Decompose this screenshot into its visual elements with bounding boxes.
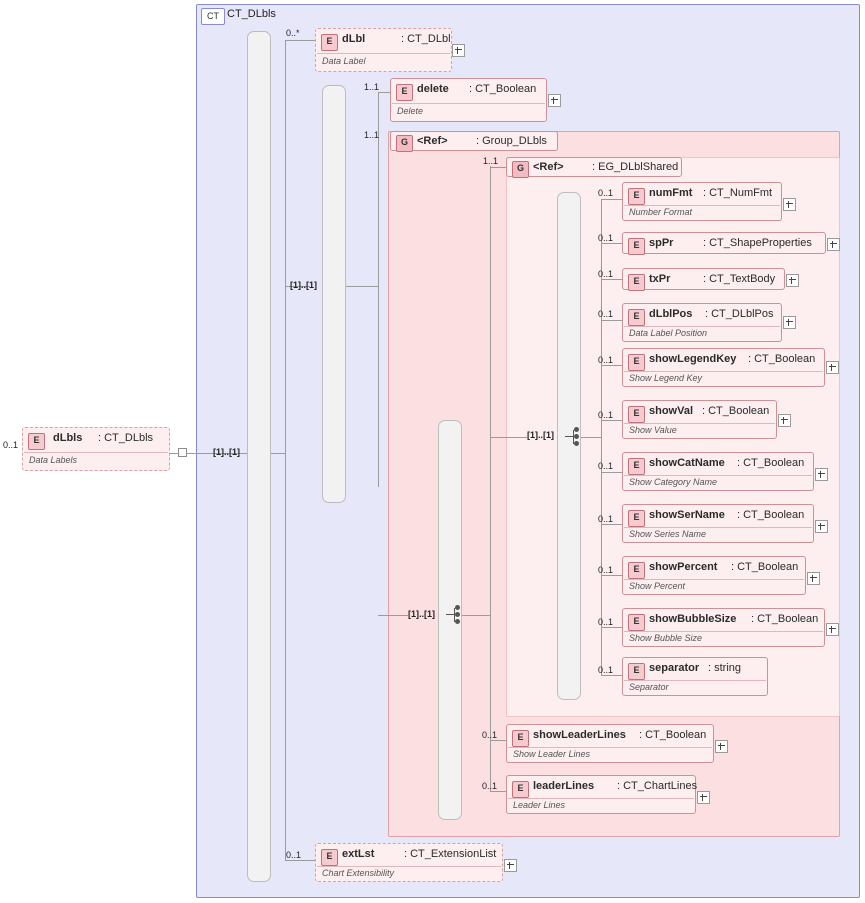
sequence-label-dlbl-branch: [1]..[1] [290,280,317,290]
node-type-showbubblesize: : CT_Boolean [751,613,819,625]
node-name-extlst: extLst [342,848,375,860]
node-separator [622,657,768,696]
node-name-txpr: txPr [649,273,671,285]
node-showval [622,400,777,439]
node-type-dlbls: : CT_DLbls [98,432,154,444]
sequence-label-shared: [1]..[1] [527,430,554,440]
node-type-dlbl: : CT_DLbl [401,33,451,45]
occurrence-numfmt: 0..1 [598,188,614,198]
expander-showleaderlines[interactable] [715,740,728,753]
node-showsername [622,504,814,543]
node-type-eg-dlblshared: : EG_DLblShared [592,161,679,173]
node-type-group-dlbls: : Group_DLbls [476,135,547,147]
sequence-bar-root [247,31,271,882]
node-type-showpercent: : CT_Boolean [731,561,799,573]
ct-tag: CT [201,8,225,25]
node-type-txpr: : CT_TextBody [703,273,776,285]
node-extlst [315,843,503,882]
node-name-eg-dlblshared: <Ref> [533,161,564,173]
expander-dlblpos[interactable] [783,316,796,329]
node-doc-extlst: Chart Extensibility [322,868,395,878]
node-name-showcatname: showCatName [649,457,725,469]
node-dlblpos [622,303,782,342]
expander-showbubblesize[interactable] [826,623,839,636]
occurrence-root-dlbls: 0..1 [3,440,19,450]
element-tag-icon: E [628,354,645,371]
node-numfmt [622,182,782,221]
node-name-showleaderlines: showLeaderLines [533,729,626,741]
node-name-leaderlines: leaderLines [533,780,595,792]
expander-showval[interactable] [778,414,791,427]
element-tag-icon: E [321,34,338,51]
expander-showcatname[interactable] [815,468,828,481]
expander-leaderlines[interactable] [697,791,710,804]
node-txpr [622,268,785,290]
node-type-extlst: : CT_ExtensionList [404,848,497,860]
node-name-dlblpos: dLblPos [649,308,693,320]
node-doc-dlblpos: Data Label Position [629,328,708,338]
element-tag-icon: E [628,510,645,527]
node-type-showcatname: : CT_Boolean [737,457,805,469]
node-doc-showsername: Show Series Name [629,529,707,539]
node-doc-leaderlines: Leader Lines [513,800,566,810]
node-delete [390,78,547,122]
element-tag-icon: E [628,406,645,423]
node-name-delete: delete [417,83,449,95]
node-showbubblesize [622,608,825,647]
node-name-dlbl: dLbl [342,33,366,45]
node-showlegendkey [622,348,825,387]
node-ref-eg-dlblshared [506,157,682,177]
node-doc-delete: Delete [397,106,424,116]
node-name-dlbls: dLbls [53,432,83,444]
element-tag-icon: E [628,238,645,255]
node-doc-dlbls: Data Labels [29,455,78,465]
node-type-leaderlines: : CT_ChartLines [617,780,698,792]
occurrence-showlegendkey: 0..1 [598,355,614,365]
node-type-showval: : CT_Boolean [702,405,770,417]
node-type-sppr: : CT_ShapeProperties [703,237,812,249]
node-dlbls [22,427,170,471]
node-sppr [622,232,826,254]
element-tag-icon: E [321,849,338,866]
occurrence-group-dlbls: 1..1 [364,130,380,140]
node-type-delete: : CT_Boolean [469,83,537,95]
occurrence-eg-dlblshared: 1..1 [483,156,499,166]
node-name-showval: showVal [649,405,694,417]
expander-showlegendkey[interactable] [826,361,839,374]
node-name-numfmt: numFmt [649,187,693,199]
node-type-numfmt: : CT_NumFmt [703,187,773,199]
node-ref-group-dlbls [390,131,558,151]
node-name-group-dlbls: <Ref> [417,135,448,147]
expander-showsername[interactable] [815,520,828,533]
occurrence-showval: 0..1 [598,410,614,420]
node-type-dlblpos: : CT_DLblPos [705,308,774,320]
expander-sppr[interactable] [827,238,840,251]
sequence-bar-dlbl-branch [322,85,346,503]
element-tag-icon: E [628,188,645,205]
expander-numfmt[interactable] [783,198,796,211]
node-doc-showval: Show Value [629,425,677,435]
occurrence-showpercent: 0..1 [598,565,614,575]
node-doc-showbubblesize: Show Bubble Size [629,633,703,643]
occurrence-showbubblesize: 0..1 [598,617,614,627]
node-showpercent [622,556,806,595]
group-tag-icon: G [512,161,529,178]
expander-dlbl[interactable] [452,44,465,57]
element-tag-icon: E [512,781,529,798]
element-tag-icon: E [28,433,45,450]
occurrence-dlblpos: 0..1 [598,309,614,319]
occurrence-leaderlines: 0..1 [482,781,498,791]
element-tag-icon: E [396,84,413,101]
node-doc-showleaderlines: Show Leader Lines [513,749,591,759]
node-name-showlegendkey: showLegendKey [649,353,737,365]
expander-delete[interactable] [548,94,561,107]
occurrence-showleaderlines: 0..1 [482,730,498,740]
group-tag-icon: G [396,135,413,152]
sequence-label-group: [1]..[1] [408,609,435,619]
node-doc-dlbl: Data Label [322,56,366,66]
element-tag-icon: E [628,562,645,579]
node-type-showlegendkey: : CT_Boolean [748,353,816,365]
node-name-showpercent: showPercent [649,561,718,573]
expander-extlst[interactable] [504,859,517,872]
node-doc-numfmt: Number Format [629,207,693,217]
expander-txpr[interactable] [786,274,799,287]
element-tag-icon: E [628,663,645,680]
ct-title: CT_DLbls [227,8,276,20]
node-doc-separator: Separator [629,682,669,692]
node-showleaderlines [506,724,714,763]
element-tag-icon: E [628,309,645,326]
node-dlbl [315,28,452,72]
node-name-showsername: showSerName [649,509,725,521]
node-leaderlines [506,775,696,814]
occurrence-txpr: 0..1 [598,269,614,279]
expander-root[interactable] [178,448,187,457]
node-doc-showpercent: Show Percent [629,581,686,591]
sequence-label-root: [1]..[1] [213,447,240,457]
occurrence-separator: 0..1 [598,665,614,675]
occurrence-delete: 1..1 [364,82,380,92]
occurrence-dlbl: 0..* [286,28,300,38]
node-name-showbubblesize: showBubbleSize [649,613,737,625]
node-doc-showcatname: Show Category Name [629,477,718,487]
expander-showpercent[interactable] [807,572,820,585]
element-tag-icon: E [628,274,645,291]
node-name-separator: separator [649,662,700,674]
node-showcatname [622,452,814,491]
element-tag-icon: E [512,730,529,747]
node-type-showsername: : CT_Boolean [737,509,805,521]
element-tag-icon: E [628,614,645,631]
occurrence-showcatname: 0..1 [598,461,614,471]
node-doc-showlegendkey: Show Legend Key [629,373,703,383]
node-type-separator: : string [708,662,742,674]
occurrence-sppr: 0..1 [598,233,614,243]
node-type-showleaderlines: : CT_Boolean [639,729,707,741]
node-name-sppr: spPr [649,237,674,249]
occurrence-extlst: 0..1 [286,850,302,860]
occurrence-showsername: 0..1 [598,514,614,524]
element-tag-icon: E [628,458,645,475]
